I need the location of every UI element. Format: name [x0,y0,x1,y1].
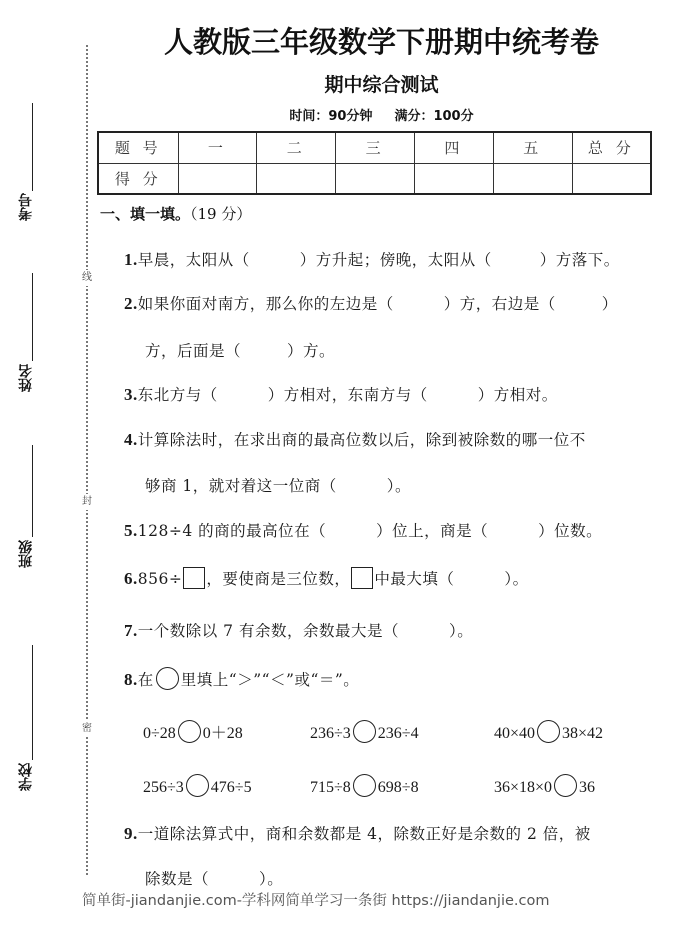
header-cell-3: 三 [336,132,415,163]
compare-circle[interactable] [353,774,376,797]
score-cell-5[interactable] [493,163,572,194]
compare-circle[interactable] [178,720,201,743]
compare-circle[interactable] [537,720,560,743]
compare-circle[interactable] [353,720,376,743]
question-4-continued: 够商 1，就对着这一位商（ ）。 [145,477,412,495]
question-7: 7.一个数除以 7 有余数，余数最大是（ ）。 [124,621,474,640]
question-2-continued: 方，后面是（ ）方。 [145,342,336,360]
question-3: 3.东北方与（ ）方相对，东南方与（ ）方相对。 [124,385,558,404]
comparison-4: 256÷3 476÷5 [143,774,252,797]
exam-number-label: 考号 [18,193,34,221]
school-field[interactable] [32,645,33,760]
binding-dotted-line [86,45,88,875]
seal-mark-line: 线 [80,270,94,286]
header-cell-question-no: 题 号 [98,132,178,163]
comparison-6: 36×18×0 36 [494,774,595,797]
answer-box[interactable] [351,567,373,589]
answer-box[interactable] [183,567,205,589]
comparison-5: 715÷8 698÷8 [310,774,419,797]
score-table-header-row [98,132,651,163]
seal-mark-secret: 密 [80,721,94,737]
class-field[interactable] [32,445,33,537]
exam-meta [0,105,675,124]
score-cell-4[interactable] [414,163,493,194]
comparison-3: 40×40 38×42 [494,720,603,743]
circle-icon [156,667,179,690]
comparison-2: 236÷3 236÷4 [310,720,419,743]
exam-title: 人教版三年级数学下册期中统考卷 [163,25,599,59]
score-cell-total[interactable] [572,163,651,194]
header-cell-2: 二 [257,132,336,163]
score-row-label: 得 分 [98,163,178,194]
question-6: 6.856÷ ，要使商是三位数， 中最大填（ ）。 [124,569,529,588]
question-1: 1.早晨，太阳从（ ）方升起；傍晚，太阳从（ ）方落下。 [124,250,620,269]
header-cell-total: 总 分 [572,132,651,163]
exam-subtitle: 期中综合测试 [324,74,439,96]
section-1-heading [100,203,251,224]
score-table-score-row [98,163,651,194]
full-score: 满分：100分 [394,109,474,124]
section-1-title: 一、填一填。 [100,205,191,223]
seal-mark-seal: 封 [80,494,94,510]
header-cell-5: 五 [493,132,572,163]
question-9: 9.一道除法算式中，商和余数都是 4，除数正好是余数的 2 倍，被 [124,824,591,843]
comparison-1: 0÷28 0＋28 [143,720,243,743]
score-table [97,131,652,195]
score-cell-1[interactable] [178,163,257,194]
time-limit: 时间：90分钟 [289,109,373,124]
section-1-points: （19 分） [190,205,252,223]
name-label: 姓名 [18,364,34,392]
name-field[interactable] [32,273,33,361]
compare-circle[interactable] [186,774,209,797]
header-cell-4: 四 [414,132,493,163]
question-4: 4.计算除法时，在求出商的最高位数以后，除到被除数的哪一位不 [124,430,586,449]
question-8: 8.在 里填上“＞”“＜”或“＝”。 [124,667,359,690]
score-cell-2[interactable] [257,163,336,194]
score-cell-3[interactable] [336,163,415,194]
question-9-continued: 除数是（ ）。 [145,870,284,888]
question-5: 5.128÷4 的商的最高位在（ ）位上，商是（ ）位数。 [124,521,603,540]
compare-circle[interactable] [554,774,577,797]
class-label: 班级 [18,540,34,568]
header-cell-1: 一 [178,132,257,163]
question-2: 2.如果你面对南方，那么你的左边是（ ）方，右边是（ ） [124,294,618,313]
school-label: 学校 [18,763,34,791]
watermark: 简单街-jiandanjie.com-学科网简单学习一条街 https://jiandanjie.com [82,893,550,909]
